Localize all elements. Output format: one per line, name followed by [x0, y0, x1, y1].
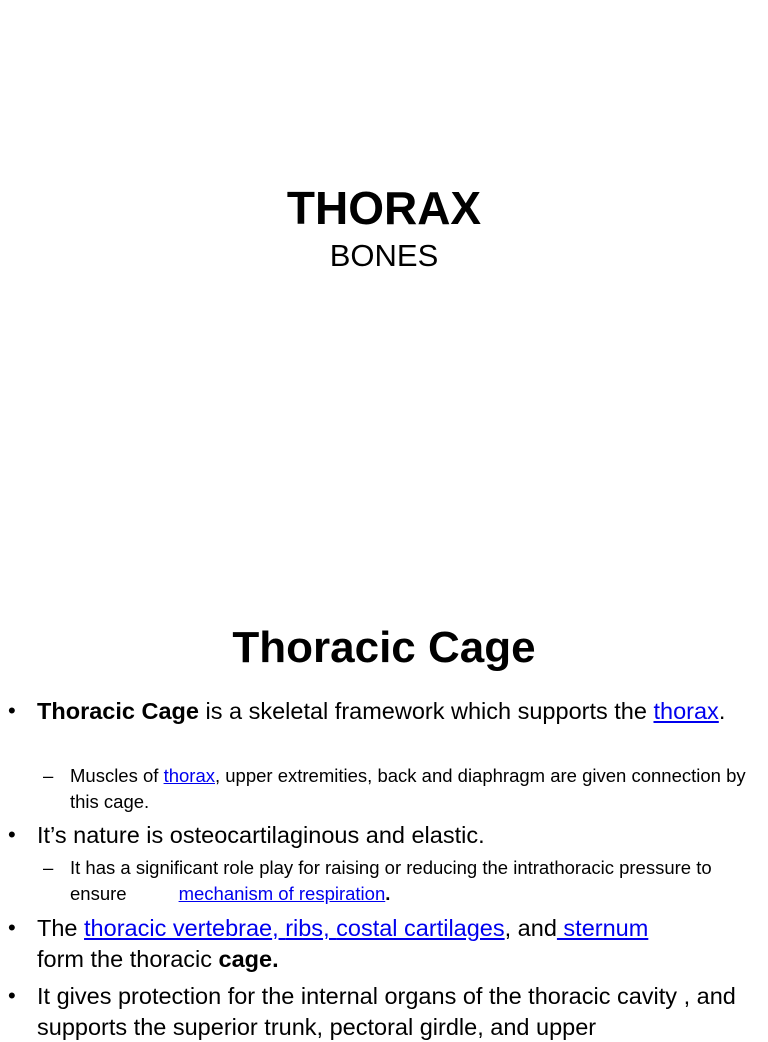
bullet-end: .	[718, 698, 726, 724]
thoracic-vertebrae-link[interactable]: thoracic vertebrae	[84, 915, 273, 941]
content-slide	[0, 576, 768, 1040]
bullet-protection	[37, 981, 757, 1042]
sub-text-pre: It has a significant role play for raising or reducing the intrathoracic pressure to ensure	[70, 857, 712, 904]
bullet-thoracic-cage	[37, 696, 757, 727]
sub-bullet-role	[70, 855, 750, 906]
ribs-link[interactable]: ribs	[285, 915, 324, 941]
bullet-text-pre: The	[37, 915, 85, 941]
costal-cartilages-link[interactable]: costal cartilages	[336, 915, 505, 941]
bullet-text: It’s nature is osteocartilaginous and elastic.	[37, 822, 485, 848]
bullet-text-post: form the thoracic	[37, 945, 219, 972]
bullet-text: It gives protection for the internal organs of the thoracic cavity , and supports the superior trunk, pectoral girdle, and upper	[37, 983, 736, 1040]
bullet-components	[37, 913, 757, 974]
bullet-nature	[37, 820, 757, 851]
slide-heading: Thoracic Cage	[232, 623, 536, 672]
sub-bullet-muscles	[70, 763, 750, 814]
bold-cage: cage.	[218, 945, 279, 972]
slide-subtitle: BONES	[329, 238, 439, 273]
sub-text-post: , upper extremities, back and diaphragm are given connection by this cage.	[70, 765, 746, 812]
thorax-link[interactable]: thorax	[653, 698, 719, 724]
bold-term: Thoracic Cage	[37, 698, 199, 724]
respiration-link[interactable]: mechanism of respiration	[178, 882, 386, 904]
slide-title: THORAX	[286, 182, 482, 234]
separator: ,	[323, 915, 337, 941]
sub-end: .	[385, 882, 391, 904]
bullet-text: is a skeletal framework which supports the	[198, 698, 654, 724]
sub-text-pre: Muscles of	[70, 765, 164, 786]
thorax-link-2[interactable]: thorax	[163, 765, 215, 786]
sternum-link[interactable]: sternum	[556, 915, 649, 941]
separator: ,	[272, 915, 286, 941]
bullet-text-mid: , and	[504, 915, 557, 941]
